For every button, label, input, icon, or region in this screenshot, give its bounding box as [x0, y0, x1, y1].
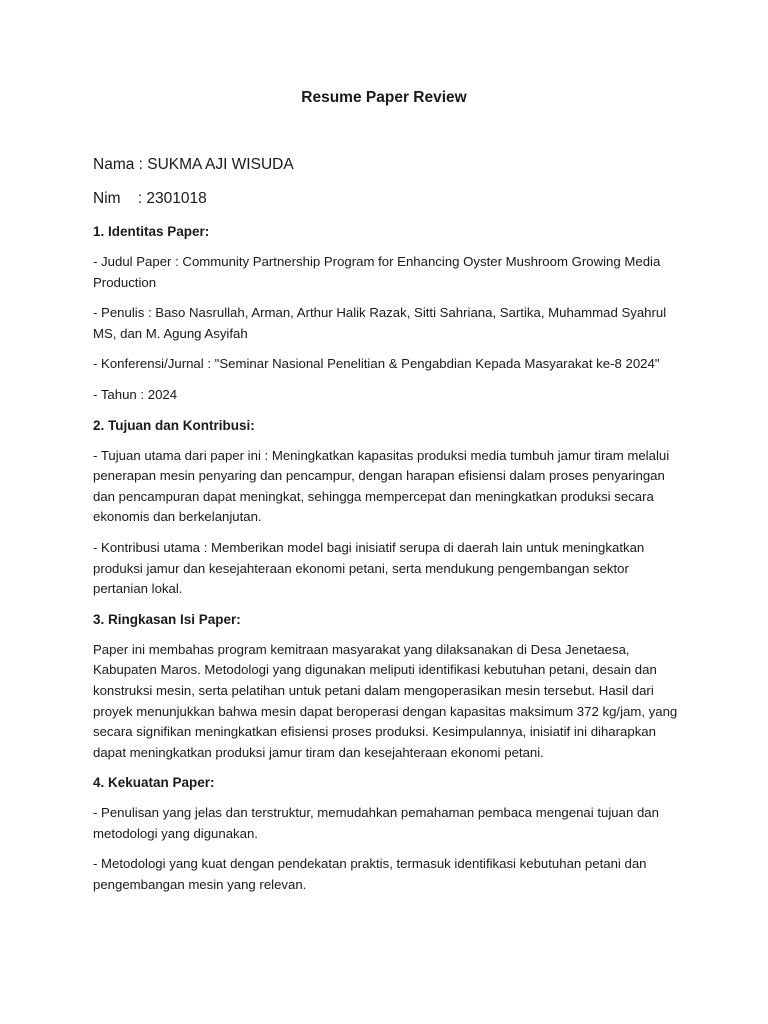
section-heading: 3. Ringkasan Isi Paper: [93, 611, 241, 627]
paper-contribution-item: - Kontribusi utama : Memberikan model bagi inisiatif serupa di daerah lain untuk meningkatkan produksi jamur dan kesejahteraan ekonomi petani, serta mendukung pengembangan sektor pertanian lokal. [93, 539, 645, 597]
summary-paragraph: Paper ini membahas program kemitraan masyarakat yang dilaksanakan di Desa Jenetaesa, Kabupaten Maros. Metodologi yang digunakan meliputi identifikasi kebutuhan petani, desain dan konstruksi mesin, serta pelatihan untuk petani dalam mengoperasikan mesin tersebut. Hasil dari proyek menunjukkan bahwa mesin dapat beroperasi dengan kapasitas maksimum 372 kg/jam, yang secara signifikan meningkatkan efisiensi proses produksi. Kesimpulannya, inisiatif ini diharapkan dapat meningkatkan produksi jamur tiram dan kesejahteraan ekonomi petani. [93, 641, 678, 760]
student-name: Nama : SUKMA AJI WISUDA [93, 156, 294, 173]
section-kekuatan [93, 773, 683, 895]
section-heading: 1. Identitas Paper: [93, 224, 210, 239]
strength-item: - Penulisan yang jelas dan terstruktur, memudahkan pemahaman pembaca mengenai tujuan dan metodologi yang digunakan. [93, 805, 659, 841]
student-nim: Nim : 2301018 [93, 190, 207, 207]
document-title: Resume Paper Review [301, 89, 467, 106]
section-heading: 2. Tujuan dan Kontribusi: [93, 417, 255, 433]
document-body [93, 154, 683, 906]
section-heading: 4. Kekuatan Paper: [93, 775, 215, 791]
paper-title-item: - Judul Paper : Community Partnership Program for Enhancing Oyster Mushroom Growing Media Production [93, 254, 661, 290]
section-ringkasan [93, 610, 683, 764]
paper-authors-item: - Penulis : Baso Nasrullah, Arman, Arthur Halik Razak, Sitti Sahriana, Sartika, Muhammad Syahrul MS, dan M. Agung Asyifah [93, 305, 667, 341]
section-identitas-paper [93, 222, 683, 406]
paper-conference-item: - Konferensi/Jurnal : "Seminar Nasional Penelitian & Pengabdian Kepada Masyarakat ke-8 2024" [93, 356, 660, 372]
section-tujuan-kontribusi [93, 416, 683, 600]
paper-goal-item: - Tujuan utama dari paper ini : Meningkatkan kapasitas produksi media tumbuh jamur tiram melalui penerapan mesin penyaring dan pencampur, dengan harapan efisiensi dalam proses penyaringan dan pencampuran dapat meningkat, sehingga mempercepat dan meningkatkan produksi secara ekonomis dan berkelanjutan. [93, 447, 670, 525]
paper-year-item: - Tahun : 2024 [93, 386, 178, 402]
strength-item: - Metodologi yang kuat dengan pendekatan praktis, termasuk identifikasi kebutuhan petani dan pengembangan mesin yang relevan. [93, 856, 647, 893]
